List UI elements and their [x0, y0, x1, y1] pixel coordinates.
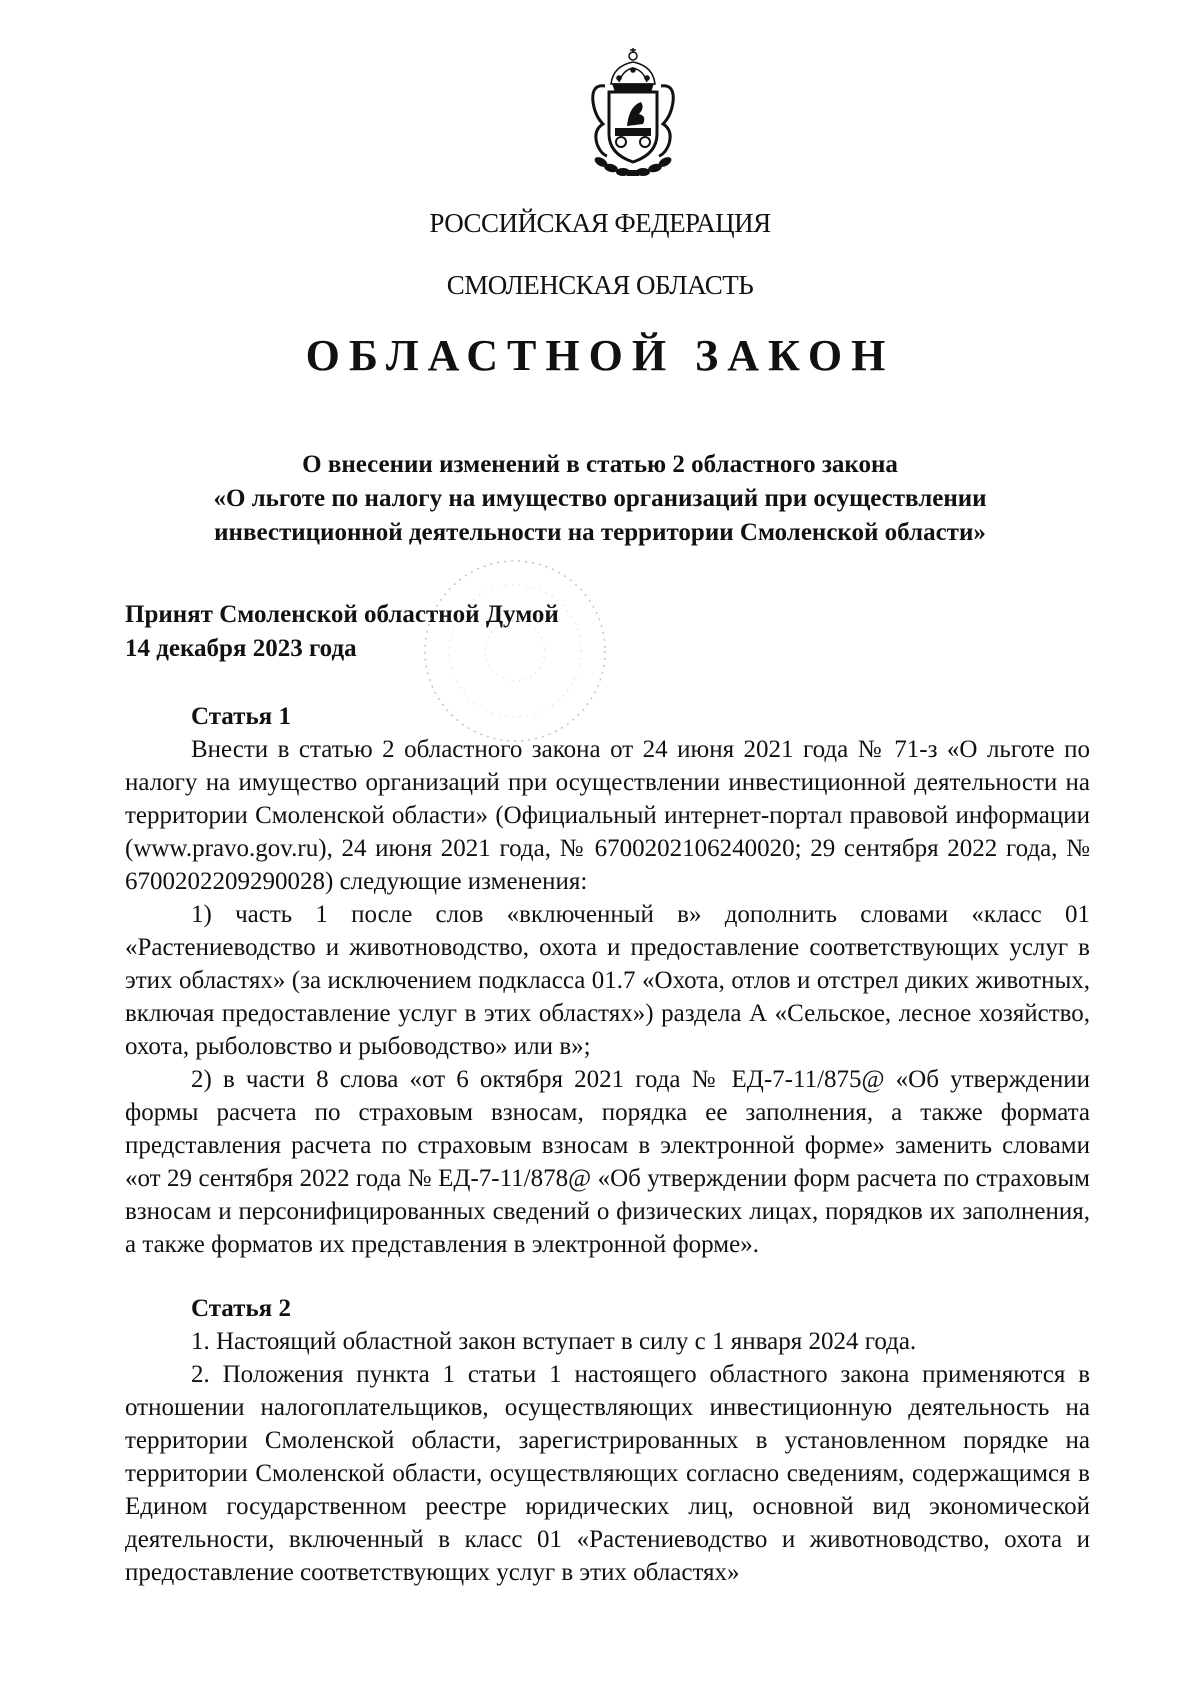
adopted-by: Принят Смоленской областной Думой: [125, 601, 559, 628]
article-paragraph: Внести в статью 2 областного закона от 24 июня 2021 года № 71-з «О льготе по налогу на имущество организаций при осуществлении инвестиционной деятельности на территории Смоленской области» (Официальный интернет-портал правовой информации (www.pravo.gov.ru), 24 июня 2021 года, № 6700202106240020; 29 сентября 2022 года, № 6700202209290028) следующие изменения:: [125, 736, 1090, 895]
law-title-line: «О льготе по налогу на имущество организаций при осуществлении: [213, 485, 987, 512]
article-2: [125, 1292, 1090, 1589]
article-paragraph: 1. Настоящий областной закон вступает в силу с 1 января 2024 года.: [191, 1328, 917, 1355]
article-paragraph: 2) в части 8 слова «от 6 октября 2021 года № ЕД-7-11/875@ «Об утверждении формы расчета по страховым взносам, порядка ее заполнения, а также формата представления расчета по страховым взносам в электронной форме» заменить словами «от 29 сентября 2022 года № ЕД-7-11/878@ «Об утверждении форм расчета по страховым взносам и персонифицированных сведений о физических лицах, порядков их заполнения, а также форматов их представления в электронной форме».: [125, 1066, 1090, 1258]
article-paragraph: 1) часть 1 после слов «включенный в» дополнить словами «класс 01 «Растениеводство и животноводство, охота и предоставление соответствующих услуг в этих областях» (за исключением подкласса 01.7 «Охота, отлов и отстрел диких животных, включая предоставление услуг в этих областях») раздела А «Сельское, лесное хозяйство, охота, рыболовство и рыбоводство» или в»;: [125, 901, 1090, 1060]
adoption-date: 14 декабря 2023 года: [125, 635, 357, 662]
law-title: [120, 448, 1080, 550]
adoption-info: [125, 598, 559, 666]
law-title-line: инвестиционной деятельности на территории Смоленской области»: [214, 519, 986, 546]
coat-of-arms-icon: [583, 44, 683, 182]
article-paragraph: 2. Положения пункта 1 статьи 1 настоящего областного закона применяются в отношении налогоплательщиков, осуществляющих инвестиционную деятельность на территории Смоленской области, зарегистрированных в установленном порядке на территории Смоленской области, осуществляющих согласно сведениям, содержащимся в Едином государственном реестре юридических лиц, основной вид экономической деятельности, включенный в класс 01 «Растениеводство и животноводство, охота и предоставление соответствующих услуг в этих областях»: [125, 1361, 1090, 1586]
article-heading: Статья 1: [191, 703, 291, 730]
region-heading: СМОЛЕНСКАЯ ОБЛАСТЬ: [446, 270, 754, 300]
law-title-line: О внесении изменений в статью 2 областного закона: [302, 451, 898, 478]
article-heading: Статья 2: [191, 1295, 291, 1322]
country-heading: РОССИЙСКАЯ ФЕДЕРАЦИЯ: [429, 208, 771, 238]
document-type-title: ОБЛАСТНОЙ ЗАКОН: [305, 331, 895, 380]
article-1: [125, 700, 1090, 1261]
